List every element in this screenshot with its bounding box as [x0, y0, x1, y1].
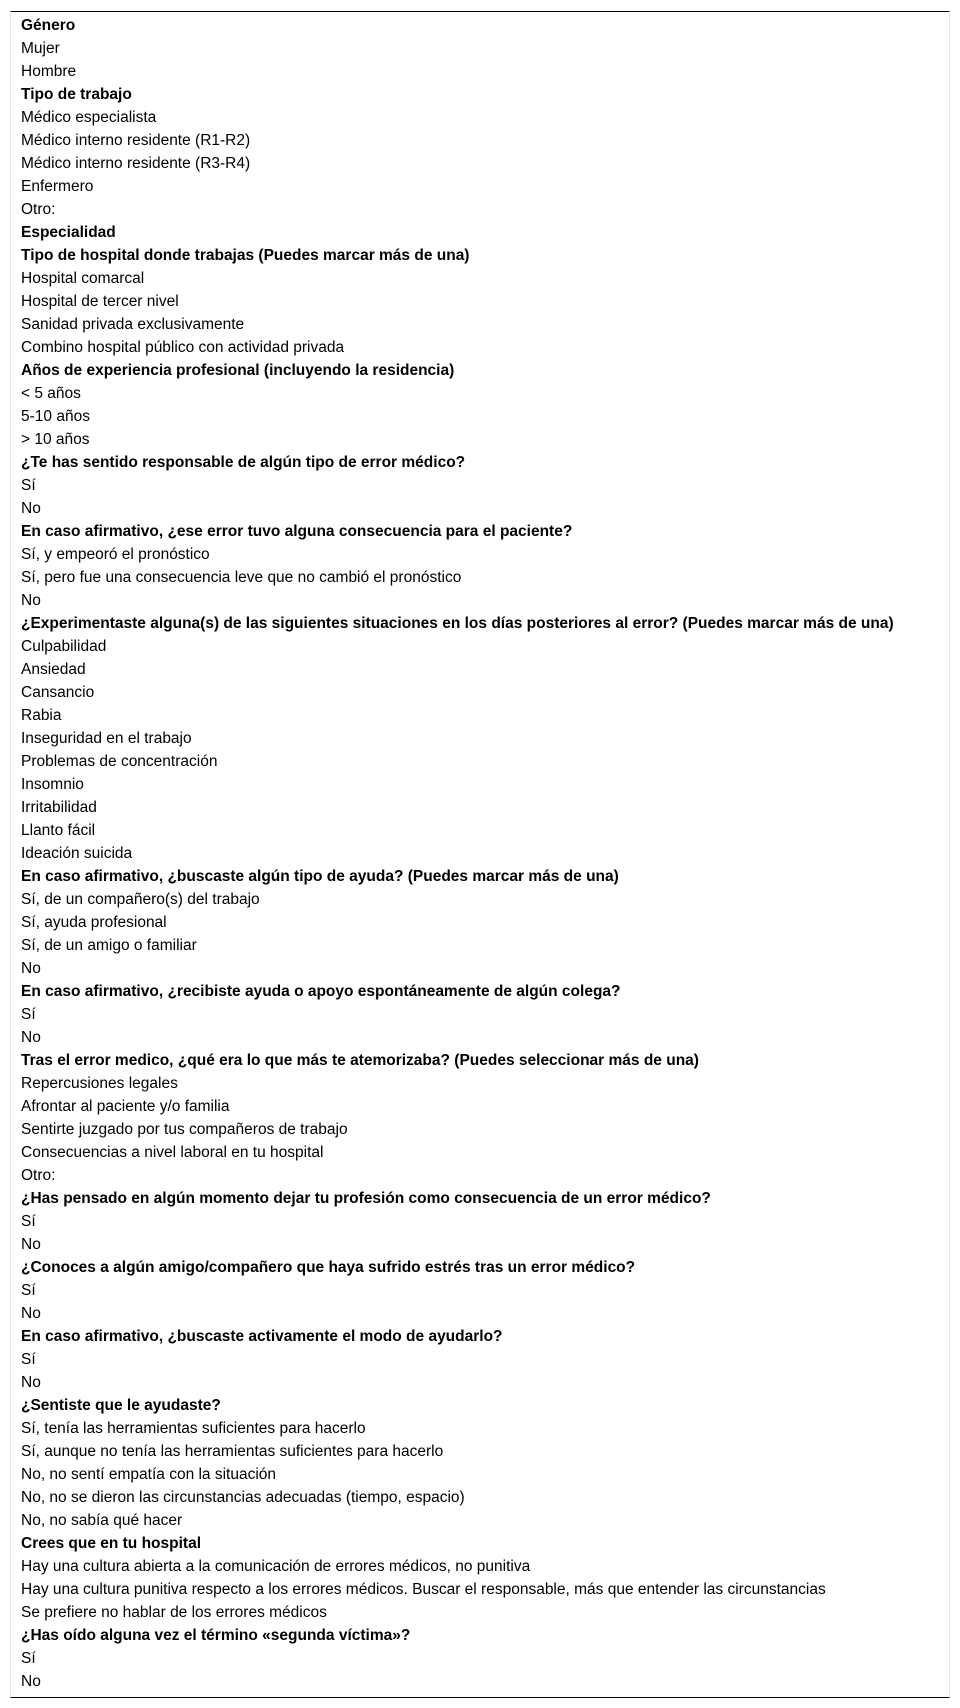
answer-option: No [21, 1305, 41, 1322]
answer-option: Sí [21, 477, 36, 494]
question-heading: En caso afirmativo, ¿ese error tuvo alguna consecuencia para el paciente? [21, 523, 573, 540]
answer-option: Hay una cultura punitiva respecto a los errores médicos. Buscar el responsable, más que entender las circunstancias [21, 1581, 826, 1598]
answer-option: < 5 años [21, 385, 81, 402]
answer-option: Ansiedad [21, 661, 86, 678]
question-heading: En caso afirmativo, ¿recibiste ayuda o apoyo espontáneamente de algún colega? [21, 983, 621, 1000]
answer-option: Enfermero [21, 178, 94, 195]
answer-option: Hospital comarcal [21, 270, 145, 287]
answer-option: Sí [21, 1282, 36, 1299]
answer-option: Sí, de un compañero(s) del trabajo [21, 891, 260, 908]
question-heading: Años de experiencia profesional (incluyendo la residencia) [21, 362, 455, 379]
answer-option: Hombre [21, 63, 77, 80]
question-heading: ¿Sentiste que le ayudaste? [21, 1397, 221, 1414]
answer-option: No [21, 1236, 41, 1253]
answer-option: Sí [21, 1213, 36, 1230]
answer-option: Otro: [21, 1167, 56, 1184]
answer-option: 5-10 años [21, 408, 90, 425]
answer-option: Se prefiere no hablar de los errores médicos [21, 1604, 327, 1621]
answer-option: Otro: [21, 201, 56, 218]
question-heading: Tras el error medico, ¿qué era lo que más te atemorizaba? (Puedes seleccionar más de una) [21, 1052, 699, 1069]
answer-option: Sí, tenía las herramientas suficientes para hacerlo [21, 1420, 366, 1437]
answer-option: > 10 años [21, 431, 90, 448]
answer-option: No [21, 1673, 41, 1690]
answer-option: No, no sabía qué hacer [21, 1512, 183, 1529]
question-heading: Tipo de trabajo [21, 86, 132, 103]
answer-option: Mujer [21, 40, 60, 57]
answer-option: Sentirte juzgado por tus compañeros de trabajo [21, 1121, 348, 1138]
question-heading: En caso afirmativo, ¿buscaste activamente el modo de ayudarlo? [21, 1328, 503, 1345]
answer-option: Sí, y empeoró el pronóstico [21, 546, 210, 563]
answer-option: Sí, ayuda profesional [21, 914, 167, 931]
answer-option: Consecuencias a nivel laboral en tu hospital [21, 1144, 324, 1161]
question-heading: ¿Has oído alguna vez el término «segunda víctima»? [21, 1627, 411, 1644]
answer-option: Inseguridad en el trabajo [21, 730, 192, 747]
question-heading: En caso afirmativo, ¿buscaste algún tipo de ayuda? (Puedes marcar más de una) [21, 868, 619, 885]
question-heading: Especialidad [21, 224, 116, 241]
answer-option: Ideación suicida [21, 845, 133, 862]
answer-option: Sí [21, 1650, 36, 1667]
answer-option: Médico interno residente (R1-R2) [21, 132, 251, 149]
answer-option: Repercusiones legales [21, 1075, 178, 1092]
answer-option: No [21, 1374, 41, 1391]
answer-option: Culpabilidad [21, 638, 107, 655]
answer-option: No, no se dieron las circunstancias adecuadas (tiempo, espacio) [21, 1489, 465, 1506]
answer-option: Problemas de concentración [21, 753, 218, 770]
answer-option: Sí, pero fue una consecuencia leve que no cambió el pronóstico [21, 569, 462, 586]
answer-option: Sí, aunque no tenía las herramientas suficientes para hacerlo [21, 1443, 444, 1460]
answer-option: Sí, de un amigo o familiar [21, 937, 197, 954]
answer-option: No, no sentí empatía con la situación [21, 1466, 277, 1483]
question-heading: Crees que en tu hospital [21, 1535, 202, 1552]
answer-option: Combino hospital público con actividad privada [21, 339, 345, 356]
answer-option: Hay una cultura abierta a la comunicación de errores médicos, no punitiva [21, 1558, 531, 1575]
answer-option: No [21, 500, 41, 517]
answer-option: Llanto fácil [21, 822, 96, 839]
answer-option: No [21, 1029, 41, 1046]
question-heading: Tipo de hospital donde trabajas (Puedes marcar más de una) [21, 247, 470, 264]
question-heading: ¿Conoces a algún amigo/compañero que haya sufrido estrés tras un error médico? [21, 1259, 636, 1276]
answer-option: Médico especialista [21, 109, 157, 126]
answer-option: Sí [21, 1006, 36, 1023]
answer-option: Cansancio [21, 684, 95, 701]
question-heading: ¿Te has sentido responsable de algún tipo de error médico? [21, 454, 466, 471]
answer-option: Afrontar al paciente y/o familia [21, 1098, 230, 1115]
answer-option: Sí [21, 1351, 36, 1368]
answer-option: Rabia [21, 707, 62, 724]
answer-option: Sanidad privada exclusivamente [21, 316, 245, 333]
question-heading: Género [21, 17, 76, 34]
answer-option: Insomnio [21, 776, 84, 793]
answer-option: Hospital de tercer nivel [21, 293, 179, 310]
question-heading: ¿Experimentaste alguna(s) de las siguientes situaciones en los días posteriores al error? (Puedes marcar más de una) [21, 615, 894, 632]
answer-option: Irritabilidad [21, 799, 97, 816]
question-heading: ¿Has pensado en algún momento dejar tu profesión como consecuencia de un error médico? [21, 1190, 711, 1207]
survey-table [10, 11, 950, 1698]
answer-option: Médico interno residente (R3-R4) [21, 155, 251, 172]
answer-option: No [21, 960, 41, 977]
answer-option: No [21, 592, 41, 609]
